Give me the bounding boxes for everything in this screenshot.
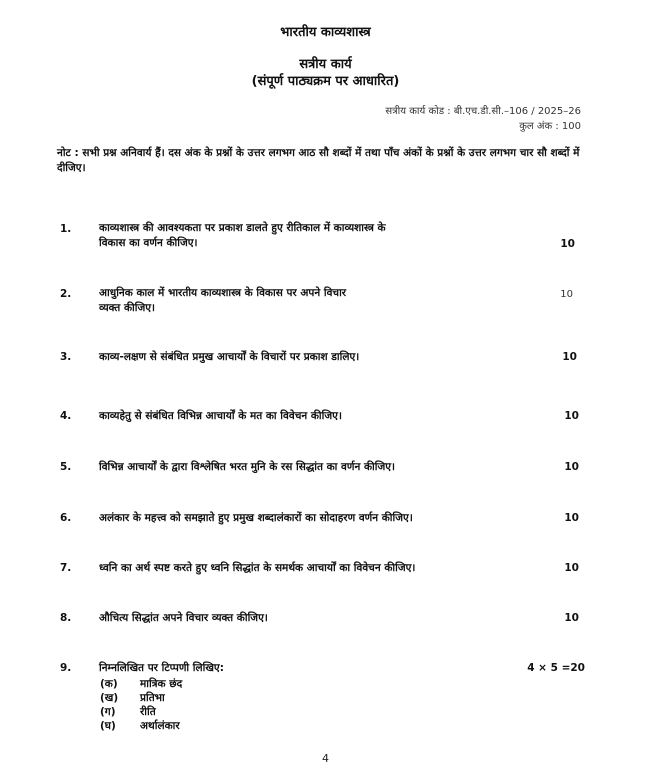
sub-item-label: (ख) (100, 692, 119, 704)
question-text: अलंकार के महत्त्व को समझाते हुए प्रमुख शब्दालंकारों का सोदाहरण वर्णन कीजिए। (99, 512, 413, 524)
assignment-title: सत्रीय कार्य (299, 57, 352, 72)
sub-item-text: प्रतिभा (140, 692, 165, 704)
question-number: 9. (60, 662, 72, 674)
instructions-note: नोट : सभी प्रश्न अनिवार्य हैं। दस अंक के प्रश्नों के उत्तर लगभग आठ सौ शब्दों में तथा पाँच अंकों के प्रश्नों के उत्तर लगभग चार सौ शब्दों में दीजिए। (57, 147, 580, 174)
question-marks: 10 (564, 612, 579, 624)
question-text: काव्य-लक्षण से संबंधित प्रमुख आचार्यों के विचारों पर प्रकाश डालिए। (99, 351, 360, 363)
question-number: 4. (60, 410, 72, 422)
question-line: आधुनिक काल में भारतीय काव्यशास्त्र के विकास पर अपने विचार (99, 287, 347, 299)
question-text (99, 221, 386, 251)
sub-item-text: अर्थालंकार (140, 720, 180, 732)
question-text: काव्यहेतु से संबंधित विभिन्न आचार्यों के मत का विवेचन कीजिए। (99, 410, 342, 422)
course-title: भारतीय काव्यशास्त्र (280, 25, 371, 40)
question-number: 3. (60, 351, 72, 363)
question-text: निम्नलिखित पर टिप्पणी लिखिए: (99, 662, 224, 674)
question-line: विकास का वर्णन कीजिए। (99, 237, 198, 249)
question-marks: 10 (564, 512, 579, 524)
question-marks: 10 (562, 351, 577, 363)
sub-item-text: रीति (140, 706, 156, 718)
assignment-subtitle: (संपूर्ण पाठ्यक्रम पर आधारित) (251, 74, 400, 89)
question-line: काव्यशास्त्र की आवश्यकता पर प्रकाश डालते हुए रीतिकाल में काव्यशास्त्र के (99, 222, 386, 234)
question-text: विभिन्न आचार्यों के द्वारा विश्लेषित भरत मुनि के रस सिद्धांत का वर्णन कीजिए। (99, 461, 396, 473)
question-number: 1. (60, 223, 72, 235)
question-marks: 10 (564, 461, 579, 473)
sub-item-label: (क) (100, 678, 118, 690)
question-marks: 10 (564, 410, 579, 422)
sub-item-text: मात्रिक छंद (140, 678, 183, 690)
question-text: औचित्य सिद्धांत अपने विचार व्यक्त कीजिए। (99, 612, 268, 624)
question-marks: 10 (560, 289, 573, 300)
question-marks: 10 (560, 238, 575, 250)
sub-item-label: (घ) (100, 720, 116, 732)
question-text (99, 286, 346, 316)
page-number: 4 (322, 752, 329, 765)
question-number: 7. (60, 562, 72, 574)
question-number: 6. (60, 512, 72, 524)
question-number: 8. (60, 612, 72, 624)
total-marks: कुल अंक : 100 (519, 121, 581, 132)
question-number: 5. (60, 461, 72, 473)
question-marks: 10 (564, 562, 579, 574)
question-text: ध्वनि का अर्थ स्पष्ट करते हुए ध्वनि सिद्धांत के समर्थक आचार्यों का विवेचन कीजिए। (99, 562, 416, 574)
question-line: व्यक्त कीजिए। (99, 302, 156, 314)
question-number: 2. (60, 288, 72, 300)
sub-item-label: (ग) (100, 706, 116, 718)
question-marks: 4 × 5 =20 (527, 662, 585, 674)
assignment-code: सत्रीय कार्य कोड : बी.एच.डी.सी.–106 / 2025–26 (385, 106, 581, 117)
